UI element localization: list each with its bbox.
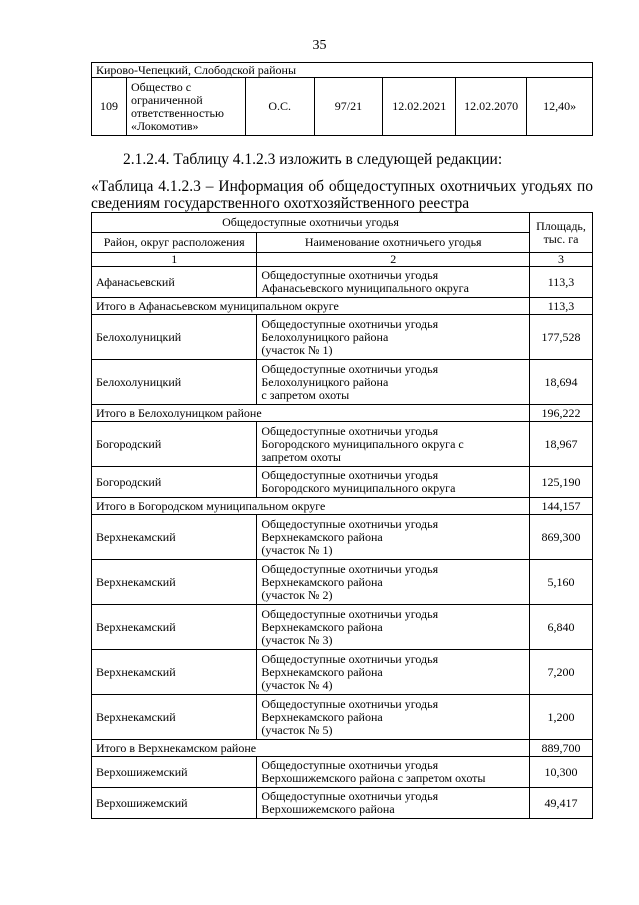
ground-name-line: Общедоступные охотничьи угодья bbox=[261, 316, 439, 331]
table-row bbox=[92, 788, 593, 819]
ground-name-line: (участок № 4) bbox=[261, 677, 333, 692]
area-cell: 6,840 bbox=[530, 605, 593, 650]
table-caption-line-2: сведениям государственного охотхозяйственного реестра bbox=[91, 195, 470, 212]
ground-name-line: Верхошижемского района с запретом охоты bbox=[261, 771, 486, 785]
row-number-cell: 109 bbox=[92, 78, 127, 136]
district-cell: Верхошижемский bbox=[92, 757, 257, 788]
ground-name-line: Верхошижемского района bbox=[261, 802, 395, 816]
ground-name-cell bbox=[257, 605, 530, 650]
ground-name-cell bbox=[257, 788, 530, 819]
ground-name-cell bbox=[257, 560, 530, 605]
ground-name-line: Верхнекамского района bbox=[261, 574, 383, 589]
total-row bbox=[92, 298, 593, 315]
district-cell: Верхнекамский bbox=[92, 605, 257, 650]
column-number-cell: 1 bbox=[92, 253, 257, 267]
area-cell: 49,417 bbox=[530, 788, 593, 819]
table-row bbox=[92, 422, 593, 467]
total-label-cell: Итого в Белохолуницком районе bbox=[92, 405, 530, 422]
ground-name-cell bbox=[257, 515, 530, 560]
date-to-cell: 12.02.2070 bbox=[456, 78, 527, 136]
table-row bbox=[92, 650, 593, 695]
ground-name-line: (участок № 1) bbox=[261, 542, 333, 557]
ground-name-line: Верхнекамского района bbox=[261, 619, 383, 634]
organization-line: «Локомотив» bbox=[130, 118, 199, 133]
table-row bbox=[92, 560, 593, 605]
total-row bbox=[92, 405, 593, 422]
table-row bbox=[92, 467, 593, 498]
ground-name-line: Общедоступные охотничьи угодья bbox=[261, 268, 439, 282]
header-name-cell: Наименование охотничьего угодья bbox=[257, 233, 530, 253]
area-cell: 12,40» bbox=[527, 78, 593, 136]
ground-name-line: Белохолуницкого района bbox=[261, 329, 389, 344]
ground-name-cell bbox=[257, 757, 530, 788]
top-table-region-row bbox=[92, 63, 593, 78]
ground-name-line: запретом охоты bbox=[261, 449, 341, 464]
district-cell: Белохолуницкий bbox=[92, 315, 257, 360]
date-from-cell: 12.02.2021 bbox=[383, 78, 456, 136]
district-cell: Верхнекамский bbox=[92, 650, 257, 695]
total-row bbox=[92, 740, 593, 757]
ground-name-cell bbox=[257, 422, 530, 467]
total-row bbox=[92, 498, 593, 515]
district-cell: Верхнекамский bbox=[92, 515, 257, 560]
table-row bbox=[92, 315, 593, 360]
table-row bbox=[92, 605, 593, 650]
column-number-cell: 3 bbox=[530, 253, 593, 267]
organization-line: Общество с bbox=[130, 79, 192, 94]
table-caption-line-1: «Таблица 4.1.2.3 – Информация об общедоступных охотничьих угодьях по bbox=[91, 178, 593, 195]
ground-name-line: Общедоступные охотничьи угодья bbox=[261, 696, 439, 711]
header-row bbox=[92, 213, 593, 233]
ground-name-line: (участок № 5) bbox=[261, 722, 333, 737]
ground-name-cell bbox=[257, 315, 530, 360]
area-cell: 5,160 bbox=[530, 560, 593, 605]
amendment-paragraph: 2.1.2.4. Таблицу 4.1.2.3 изложить в следующей редакции: bbox=[123, 151, 503, 168]
column-number-cell: 2 bbox=[257, 253, 530, 267]
ground-name-line: Общедоступные охотничьи угодья bbox=[261, 423, 439, 438]
ground-name-line: с запретом охоты bbox=[261, 387, 350, 402]
header-group-cell: Общедоступные охотничьи угодья bbox=[92, 213, 530, 233]
ground-name-line: Общедоступные охотничьи угодья bbox=[261, 361, 439, 376]
ground-name-line: Верхнекамского района bbox=[261, 664, 383, 679]
header-row bbox=[92, 233, 593, 253]
total-area-cell: 113,3 bbox=[530, 298, 593, 315]
ground-name-line: (участок № 1) bbox=[261, 342, 333, 357]
ground-name-line: (участок № 3) bbox=[261, 632, 333, 647]
district-cell: Белохолуницкий bbox=[92, 360, 257, 405]
ground-name-line: Общедоступные охотничьи угодья bbox=[261, 516, 439, 531]
header-area-line: тыс. га bbox=[543, 231, 579, 246]
ground-name-line: Богородского муниципального округа bbox=[261, 481, 456, 495]
area-cell: 125,190 bbox=[530, 467, 593, 498]
total-label-cell: Итого в Верхнекамском районе bbox=[92, 740, 530, 757]
column-number-row bbox=[92, 253, 593, 267]
ground-name-cell bbox=[257, 467, 530, 498]
organization-cell bbox=[126, 78, 245, 136]
hunting-grounds-table bbox=[91, 212, 593, 819]
area-cell: 18,967 bbox=[530, 422, 593, 467]
abbr-cell: О.С. bbox=[245, 78, 314, 136]
area-cell: 7,200 bbox=[530, 650, 593, 695]
district-cell: Афанасьевский bbox=[92, 267, 257, 298]
ground-name-cell bbox=[257, 695, 530, 740]
page-number: 35 bbox=[312, 38, 327, 53]
table-row bbox=[92, 757, 593, 788]
area-cell: 18,694 bbox=[530, 360, 593, 405]
organization-line: ответственностью bbox=[130, 105, 224, 120]
ground-name-line: Общедоступные охотничьи угодья bbox=[261, 468, 439, 482]
district-cell: Богородский bbox=[92, 467, 257, 498]
table-row bbox=[92, 267, 593, 298]
area-cell: 1,200 bbox=[530, 695, 593, 740]
ground-name-cell bbox=[257, 650, 530, 695]
area-cell: 113,3 bbox=[530, 267, 593, 298]
table-body bbox=[92, 267, 593, 819]
ground-name-cell bbox=[257, 267, 530, 298]
district-cell: Верхнекамский bbox=[92, 695, 257, 740]
district-cell: Богородский bbox=[92, 422, 257, 467]
total-label-cell: Итого в Афанасьевском муниципальном округе bbox=[92, 298, 530, 315]
document-cell: 97/21 bbox=[314, 78, 383, 136]
header-area-cell bbox=[530, 213, 593, 253]
ground-name-line: Общедоступные охотничьи угодья bbox=[261, 561, 439, 576]
ground-name-line: Белохолуницкого района bbox=[261, 374, 389, 389]
ground-name-line: Верхнекамского района bbox=[261, 709, 383, 724]
ground-name-line: Общедоступные охотничьи угодья bbox=[261, 758, 439, 772]
header-district-cell: Район, округ расположения bbox=[92, 233, 257, 253]
ground-name-line: Общедоступные охотничьи угодья bbox=[261, 789, 439, 803]
organization-line: ограниченной bbox=[130, 92, 203, 107]
area-cell: 10,300 bbox=[530, 757, 593, 788]
ground-name-line: (участок № 2) bbox=[261, 587, 333, 602]
table-row bbox=[92, 360, 593, 405]
table-row bbox=[92, 515, 593, 560]
ground-name-line: Богородского муниципального округа с bbox=[261, 436, 464, 451]
total-label-cell: Итого в Богородском муниципальном округе bbox=[92, 498, 530, 515]
area-cell: 177,528 bbox=[530, 315, 593, 360]
ground-name-line: Общедоступные охотничьи угодья bbox=[261, 606, 439, 621]
district-cell: Верхошижемский bbox=[92, 788, 257, 819]
total-area-cell: 196,222 bbox=[530, 405, 593, 422]
header-area-line: Площадь, bbox=[536, 218, 586, 233]
ground-name-cell bbox=[257, 360, 530, 405]
total-area-cell: 889,700 bbox=[530, 740, 593, 757]
table-row bbox=[92, 78, 593, 136]
region-cell: Кирово-Чепецкий, Слободской районы bbox=[92, 63, 593, 78]
table-row bbox=[92, 695, 593, 740]
total-area-cell: 144,157 bbox=[530, 498, 593, 515]
ground-name-line: Афанасьевского муниципального округа bbox=[261, 281, 469, 295]
district-cell: Верхнекамский bbox=[92, 560, 257, 605]
top-table bbox=[91, 62, 593, 136]
ground-name-line: Общедоступные охотничьи угодья bbox=[261, 651, 439, 666]
area-cell: 869,300 bbox=[530, 515, 593, 560]
ground-name-line: Верхнекамского района bbox=[261, 529, 383, 544]
